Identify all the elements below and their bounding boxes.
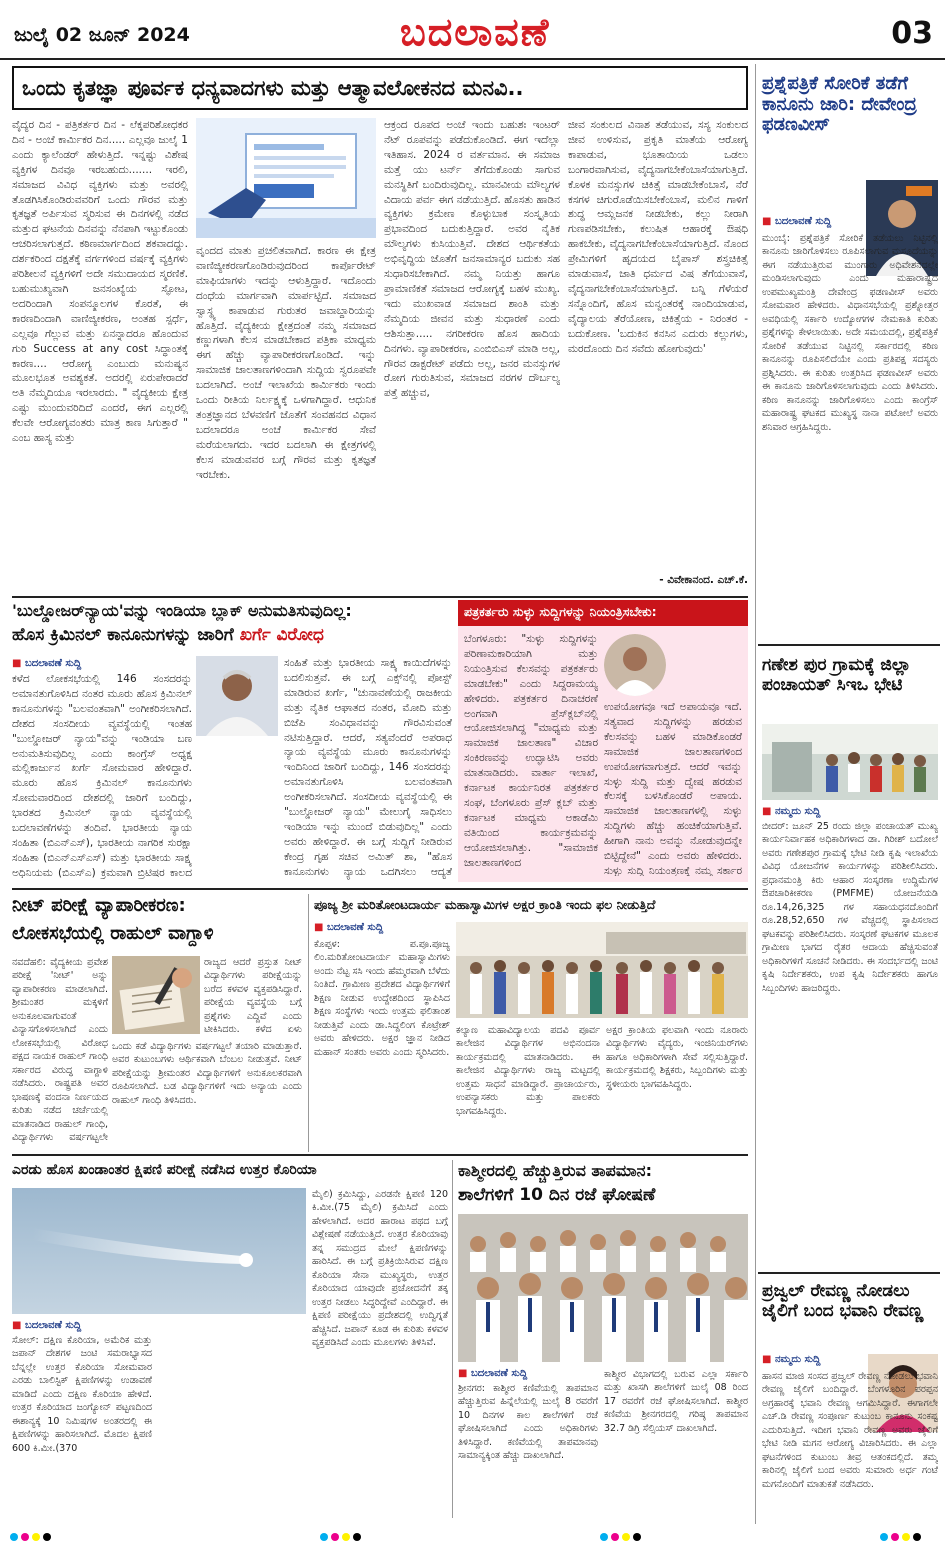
kharge-headline-line1: 'ಬುಲ್ಡೋಜರ್‌ನ್ಯಾಯ'ವನ್ನು ಇಂಡಿಯಾ ಬ್ಲಾಕ್ ಅನುಮತಿಸುವುದಿಲ್ಲ: <box>12 601 352 620</box>
sidebar-story3-byline: ■ ನಮ್ಮದು ಸುದ್ದಿ <box>762 1354 862 1365</box>
kharge-column-1: ಕಳೆದ ಲೋಕಸಭೆಯಲ್ಲಿ 146 ಸಂಸದರನ್ನು ಅಮಾನತುಗೊಳಿಸಿದ ನಂತರ ಮೂರು ಹೊಸ ಕ್ರಿಮಿನಲ್ ಕಾನೂನುಗಳನ್ನು "ಬಲವಂತವಾಗಿ" ಅಂಗೀಕರಿಸಲಾಗಿದೆ. ದೇಶದ ಸಂಸದೀಯ ವ್ಯವಸ್ಥೆಯಲ್ಲಿ ಇಂತಹ "ಬುಲ್ಡೋಜರ್ ನ್ಯಾಯ"ವನ್ನು ಇಂಡಿಯಾ ಬಣ ಅನುಮತಿಸುವುದಿಲ್ಲ ಎಂದು ಕಾಂಗ್ರೆಸ್ ಅಧ್ಯಕ್ಷ ಮಲ್ಲಿಕಾರ್ಜುನ ಖರ್ಗೆ ಸೋಮವಾರ ಹೇಳಿದ್ದಾರೆ. ಮೂರು ಹೊಸ ಕ್ರಿಮಿನಲ್ ಕಾನೂನುಗಳು ಸೋಮವಾರದಿಂದ ದೇಶದಲ್ಲಿ ಜಾರಿಗೆ ಬಂದಿದ್ದು, ಭಾರತದ ಕ್ರಿಮಿನಲ್ ನ್ಯಾಯ ವ್ಯವಸ್ಥೆಯಲ್ಲಿ ಬದಲಾವಣೆಗಳನ್ನು ತಂದಿವೆ. ಭಾರತೀಯ ನ್ಯಾಯ ಸಂಹಿತಾ (ಬಿಎನ್‌ಎಸ್), ಭಾರತೀಯ ನಾಗರಿಕ ಸುರಕ್ಷಾ ಸಂಹಿತಾ (ಬಿಎನ್‌ಎಸ್‌ಎಸ್) ಮತ್ತು ಭಾರತೀಯ ಸಾಕ್ಷ್ಯ ಅಧಿನಿಯಮ (ಬಿಎಸ್‌ಎ) ಕ್ರಮವಾಗಿ ಬ್ರಿಟಿಷರ ಕಾಲದ <box>12 673 192 879</box>
magenta-dot <box>331 1533 339 1541</box>
sidebar-story1-byline: ■ ಬದಲಾವಣೆ ಸುದ್ದಿ <box>762 216 872 227</box>
neet-headline-line1: ನೀಟ್ ಪರೀಕ್ಷೆ ವ್ಯಾಪಾರೀಕರಣ: <box>12 895 186 916</box>
color-dots-mid <box>320 1526 364 1542</box>
kharge-photo <box>196 656 278 736</box>
lead-headline: ಒಂದು ಕೃತಜ್ಞಾ ಪೂರ್ವಕ ಧನ್ಯವಾದಗಳು ಮತ್ತು ಆತ್ಮಾವಲೋಕನದ ಮನವಿ.. <box>12 66 748 110</box>
korea-headline: ಎರಡು ಹೊಸ ಖಂಡಾಂತರ ಕ್ಷಿಪಣಿ ಪರೀಕ್ಷೆ ನಡೆಸಿದ ಉತ್ತರ ಕೊರಿಯಾ <box>12 1162 317 1178</box>
black-dot <box>353 1533 361 1541</box>
kharge-column-2: ಸಂಹಿತೆ ಮತ್ತು ಭಾರತೀಯ ಸಾಕ್ಷ್ಯ ಕಾಯಿದೆಗಳನ್ನು ಬದಲಿಸುತ್ತವೆ. ಈ ಬಗ್ಗೆ ಎಕ್ಸ್‌ನಲ್ಲಿ ಪೋಸ್ಟ್ ಮಾಡಿರುವ ಖರ್ಗೆ, "ಚುನಾವಣೆಯಲ್ಲಿ ರಾಜಕೀಯ ಮತ್ತು ನೈತಿಕ ಆಘಾತದ ನಂತರ, ಮೋದಿ ಮತ್ತು ಬಿಜೆಪಿ ಸಂವಿಧಾನವನ್ನು ಗೌರವಿಸುವಂತೆ ನಟಿಸುತ್ತಿದ್ದಾರೆ. ಆದರೆ, ಸತ್ಯವೆಂದರೆ ಅಪರಾಧ ನ್ಯಾಯ ವ್ಯವಸ್ಥೆಯ ಮೂರು ಕಾನೂನುಗಳನ್ನು ಇಂದಿನಿಂದ ಜಾರಿಗೆ ಬಂದಿದ್ದು, 146 ಸಂಸದರನ್ನು ಅಮಾನತುಗೊಳಿಸಿ ಬಲವಂತವಾಗಿ ಅಂಗೀಕರಿಸಲಾಗಿದೆ. ಸಂಸದೀಯ ವ್ಯವಸ್ಥೆಯಲ್ಲಿ ಈ "ಬುಲ್ಡೋಜರ್ ನ್ಯಾಯ" ಮೇಲುಗೈ ಸಾಧಿಸಲು ಇಂಡಿಯಾ ಇನ್ನು ಮುಂದೆ ಬಿಡುವುದಿಲ್ಲ" ಎಂದು ಅವರು ಹೇಳಿದ್ದಾರೆ. ಈ ಬಗ್ಗೆ ಸುದ್ದಿಗೆ ನೀಡಿರುವ ಕೇಂದ್ರ ಗೃಹ ಸಚಿವ ಅಮಿತ್ ಶಾ, "ಹೊಸ ಕಾನೂನುಗಳು ನ್ಯಾಯ ಒದಗಿಸಲು ಆದ್ಯತೆ <box>284 657 452 878</box>
section-divider-2 <box>12 888 748 890</box>
magenta-dot <box>611 1533 619 1541</box>
lead-author: - ವಿವೇಕಾನಂದ. ಎಚ್.ಕೆ. <box>659 574 748 586</box>
swamiji-event-photo <box>456 922 748 1018</box>
ceo-visit-photo <box>762 724 938 800</box>
kashmir-byline: ■ ಬದಲಾವಣೆ ಸುದ್ದಿ <box>458 1368 618 1379</box>
lead-illustration <box>196 118 376 238</box>
section-divider <box>12 596 748 598</box>
sidebar-story3-headline: ಪ್ರಜ್ವಲ್ ರೇವಣ್ಣ ನೋಡಲು ಜೈಲಿಗೆ ಬಂದ ಭವಾನಿ ರೇವಣ್ಣ <box>762 1281 924 1321</box>
yellow-dot <box>622 1533 630 1541</box>
sidebar <box>755 64 941 1524</box>
fake-news-column-2: ಉಪಯೋಗವೂ ಇದೆ ಅಪಾಯವೂ ಇದೆ. ಸತ್ಯವಾದ ಸುದ್ದಿಗಳನ್ನು ಹರಡುವ ಕೆಲಸವನ್ನು ಬಹಳ ಮಾಡಿಕೊಂಡರೆ ಸಾಮಾಜಿಕ ಜಾಲತಾಣಗಳಿಂದ ಉಪಯೋಗವಾಗುತ್ತದೆ. ಆದರೆ ಇವನ್ನು ಸುಳ್ಳು ಸುದ್ದಿ ಮತ್ತು ದ್ವೇಷ ಹರಡುವ ಕೆಲಸಕ್ಕೆ ಬಳಸಿಕೊಂಡರೆ ಅಪಾಯ. ಸಾಮಾಜಿಕ ಜಾಲತಾಣಗಳಲ್ಲಿ ಸುಳ್ಳು ಸುದ್ದಿಗಳು ಹೆಚ್ಚು ಹಂಚಿಕೆಯಾಗುತ್ತಿವೆ. ಹೀಗಾಗಿ ನಾನು ಅವನ್ನು ನೋಡುವುದನ್ನೇ ಬಿಟ್ಟಿದ್ದೇನೆ" ಎಂದು ಅವರು ಹೇಳಿದರು. ಸುಳ್ಳು ಸುದ್ದಿ ನಿಯಂತ್ರಣಕ್ಕೆ ನಮ್ಮ ಸರ್ಕಾರ <box>604 701 742 876</box>
neet-body-top: ನವದೆಹಲಿ: ವೈದ್ಯಕೀಯ ಪ್ರವೇಶ ಪರೀಕ್ಷೆ 'ನೀಟ್' ಅನ್ನು ವ್ಯಾಪಾರೀಕರಣ ಮಾಡಲಾಗಿದೆ. ಶ್ರೀಮಂತರ ಮಕ್ಕಳಿಗೆ ಅನುಕೂಲವಾಗುವಂತೆ ವಿನ್ಯಾಸಗೊಳಿಸಲಾಗಿದೆ ಎಂದು ಲೋಕಸಭೆಯಲ್ಲಿ ವಿರೋಧ ಪಕ್ಷದ ನಾಯಕ ರಾಹುಲ್ ಗಾಂಧಿ ಸರ್ಕಾರದ ವಿರುದ್ಧ ವಾಗ್ದಾಳಿ ನಡೆಸಿದರು. ರಾಷ್ಟ್ರಪತಿ ಅವರ ಭಾಷಣಕ್ಕೆ ವಂದನಾ ನಿರ್ಣಯದ ಕುರಿತು ನಡೆದ ಚರ್ಚೆಯಲ್ಲಿ ಮಾತನಾಡಿದ ರಾಹುಲ್ ಗಾಂಧಿ, ವಿದ್ಯಾರ್ಥಿಗಳು ವರ್ಷಗಟ್ಟಲೇ <box>12 957 108 1144</box>
page-number: 03 <box>891 16 933 51</box>
masthead <box>0 0 945 60</box>
swamiji-byline: ■ ಬದಲಾವಣೆ ಸುದ್ದಿ <box>314 922 444 933</box>
lead-column-3: ಆಕ್ರಂದ ರೂಪದ ಅಂಚೆ ಇಂದು ಬಹುಶಃ ಇಂಟರ್ ನೆಟ್ ರೂಪವನ್ನು ಪಡೆದುಕೊಂಡಿದೆ. ಈಗ ಇದೆಲ್ಲಾ ಇತಿಹಾಸ. 2024 ರ ವರ್ತಮಾನ. ಈ ಸಮಾಜ ಮತ್ತೆ ಯು ಟರ್ನ್ ತೆಗೆದುಕೊಂಡು ಸಾಗುವ ಮನಸ್ಥಿತಿಗೆ ಬಂದಿರುವುದಿಲ್ಲ. ಮಾನವೀಯ ಮೌಲ್ಯಗಳ ವಿದಾಯ ಪರ್ವ ಈಗ ನಡೆಯುತ್ತಿದೆ. ಹೊಸತು ಹಾಡಿನ ವ್ಯಕ್ತಿಗಳು ಕ್ರಮೇಣ ಕೊಳ್ಳುಬಾಕ ಸಂಸ್ಕೃತಿಯ ಪ್ರಭಾವದಿಂದ ಬದುಕುತ್ತಿದ್ದಾರೆ. ಅವರ ನೈತಿಕ ಮೌಲ್ಯಗಳು ಕುಸಿಯುತ್ತಿವೆ. ದೇಶದ ಆರ್ಥಿಕತೆಯ ಅಭಿವೃದ್ಧಿಯ ಜೊತೆಗೆ ಜನಸಾಮಾನ್ಯರ ಬದುಕು ಸಹ ಸುಧಾರಿಸಬೇಕಾಗಿದೆ. ನಮ್ಮ ನಿಯತ್ತು ಹಾಗೂ ಪ್ರಾಮಾಣಿಕತೆ ಸಮಾಜದ ಆರೋಗ್ಯಕ್ಕೆ ಬಹಳ ಮುಖ್ಯ. ಇದು ಮುಖವಾಡ ಸಮಾಜದ ಶಾಂತಿ ಮತ್ತು ನೆಮ್ಮದಿಯ ಜೀವನ ಮತ್ತು ಸುಧಾರಣೆ ಎಂದು ಆಶಿಸುತ್ತಾ..... ನಗರೀಕರಣ ಹೊಸ ಹಾದಿಯ ದಿನಗಳು. ವ್ಯಾಪಾರೀಕರಣ, ಎಂಬಿಬಿಎಸ್ ಮಾಡಿ ಅಲ್ಲ, ಗೌರವ ಡಾಕ್ಟರೇಟ್ ಪಡೆದು ಅಲ್ಲ, ಜನರ ಮನಸ್ಸುಗಳ ರೋಗ ಗುರುತಿಸುವ, ಸಮಾಜದ ನರಗಳ ದೌರ್ಬಲ್ಯ ಪತ್ತೆ ಹಚ್ಚುವ, <box>384 119 560 400</box>
black-dot <box>633 1533 641 1541</box>
yellow-dot <box>32 1533 40 1541</box>
neet-body-right: ರಾಜ್ಯದ ಆದರೆ ಪ್ರಸ್ತುತ ನೀಟ್ ವಿದ್ಯಾರ್ಥಿಗಳು ಪರೀಕ್ಷೆಯನ್ನು ಬರೆದ ಕಳವಳ ವ್ಯಕ್ತಪಡಿಸಿದ್ದಾರೆ. ಪರೀಕ್ಷೆಯ ವ್ಯವಸ್ಥೆಯ ಬಗ್ಗೆ ಪ್ರಶ್ನೆಗಳು ಎದ್ದಿವೆ ಎಂದು ಟೀಕಿಸಿದರು. ಕಳೆದ ಏಳು <box>204 957 302 1036</box>
kashmir-column-2: ಕಾಶ್ಮೀರ ವಿಭಾಗದಲ್ಲಿ ಬರುವ ಎಲ್ಲಾ ಸರ್ಕಾರಿ ಮತ್ತು ಖಾಸಗಿ ಶಾಲೆಗಳಿಗೆ ಜುಲೈ 08 ರಿಂದ 17 ರವರೆಗೆ ರಜೆ ಘೋಷಿಸಲಾಗಿದೆ. ಕಾಶ್ಮೀರ ಕಣಿವೆಯ ಶ್ರೀನಗರದಲ್ಲಿ ಗರಿಷ್ಠ ತಾಪಮಾನ 32.7 ಡಿಗ್ರಿ ಸೆಲ್ಸಿಯಸ್ ದಾಖಲಾಗಿದೆ. <box>604 1369 748 1434</box>
section-divider-3 <box>12 1154 748 1156</box>
sidebar-story1-headline: ಪ್ರಶ್ನೆಪತ್ರಿಕೆ ಸೋರಿಕೆ ತಡೆಗೆ ಕಾನೂನು ಜಾರಿ: ದೇವೇಂದ್ರ ಫಡಣವೀಸ್ <box>762 73 917 136</box>
school-children-photo <box>458 1214 748 1362</box>
kashmir-headline-line2: ಶಾಲೆಗಳಿಗೆ 10 ದಿನ ರಜೆ ಘೋಷಣೆ <box>458 1185 656 1205</box>
footer-registration-bar <box>0 1520 945 1542</box>
cyan-dot <box>320 1533 328 1541</box>
sidebar-story2-byline: ■ ನಮ್ಮದು ಸುದ್ದಿ <box>762 806 938 817</box>
column-rule <box>308 894 309 1152</box>
lead-column-2: ವೃಂದದ ಮಾತು ಪ್ರಚಲಿತವಾಗಿದೆ. ಕಾರಣ ಈ ಕ್ಷೇತ್ರ ವಾಣಿಜ್ಯೀಕರಣಗೊಂಡಿರುವುದರಿಂದ ಕಾರ್ಪೊರೇಟ್ ಮಾಫಿಯಾಗಳು ಇದನ್ನು ಆಳುತ್ತಿದ್ದಾರೆ. ಇದೊಂದು ದಂಧೆಯ ಮಾರ್ಗವಾಗಿ ಮಾರ್ಪಟ್ಟಿದೆ. ಸಮಾಜದ ಸ್ವಾಸ್ಥ್ಯ ಕಾಪಾಡುವ ಗುರುತರ ಜವಾಬ್ದಾರಿಯನ್ನು ಹೊತ್ತಿದೆ. ವೈದ್ಯಕೀಯ ಕ್ಷೇತ್ರದಂತೆ ನಮ್ಮ ಸಮಾಜದ ಕಣ್ಣುಗಳಾಗಿ ಕೆಲಸ ಮಾಡಬೇಕಾದ ಪತ್ರಿಕಾ ಮಾಧ್ಯಮ ಈಗ ಹೆಚ್ಚು ವ್ಯಾಪಾರೀಕರಣಗೊಂಡಿದೆ. ಇನ್ನು ಸಾಮಾಜಿಕ ಜಾಲತಾಣಗಳಿಂದಾಗಿ ಸುದ್ದಿಯ ಸ್ವರೂಪವೇ ಬದಲಾಗಿದೆ. ಅಂಚೆ ಇಲಾಖೆಯ ಕಾರ್ಮಿಕರು ಇಂದು ಒಂದು ರೀತಿಯ ನಿರ್ಲಕ್ಷ್ಯಕ್ಕೆ ಒಳಗಾಗಿದ್ದಾರೆ. ಆಧುನಿಕ ತಂತ್ರಜ್ಞಾನದ ಬೆಳವಣಿಗೆ ಜೊತೆಗೆ ಸಂವಹನದ ವಿಧಾನ ಬದಲಾದರೂ ಅಂಚೆ ಕಾರ್ಮಿಕರ ಸೇವೆ ಮರೆಯಲಾಗದು. ಇದರ ಬದಲಾಗಿ ಈ ಕ್ಷೇತ್ರಗಳಲ್ಲಿ ಕೆಲಸ ಮಾಡುವವರ ಬಗ್ಗೆ ಗೌರವ ಮತ್ತು ಕೃತಜ್ಞತೆ ಇರಬೇಕು. <box>196 245 376 481</box>
yellow-dot <box>902 1533 910 1541</box>
school-children-icon <box>458 1214 748 1362</box>
swamiji-column-1: ಕೊಪ್ಪಳ: ಪ.ಪೂ.ಪೂಜ್ಯ ಲಿಂ.ಮರಿತೋಂಟದಾರ್ಯ ಮಹಾಸ್ವಾಮಿಗಳು ಅಂದು ನೆಟ್ಟ ಸಸಿ ಇಂದು ಹೆಮ್ಮರವಾಗಿ ಬೆಳೆದು ನಿಂತಿದೆ. ಗ್ರಾಮೀಣ ಪ್ರದೇಶದ ವಿದ್ಯಾರ್ಥಿಗಳಿಗೆ ಶಿಕ್ಷಣ ನೀಡುವ ಉದ್ದೇಶದಿಂದ ಸ್ಥಾಪಿಸಿದ ಶಿಕ್ಷಣ ಸಂಸ್ಥೆಗಳು ಇಂದು ಉತ್ತಮ ಫಲಿತಾಂಶ ನೀಡುತ್ತಿವೆ ಎಂದು ಡಾ.ಸಿದ್ದಲಿಂಗ ಕೊಟ್ರೇಶ್ ಅವರು ಹೇಳಿದರು. ಅಕ್ಷರ ಜ್ಞಾನ ನೀಡಿದ ಮಹಾನ್ ಸಂತರು ಅವರು ಎಂದು ಸ್ಮರಿಸಿದರು. <box>314 939 450 1058</box>
issue-date: ಜುಲೈ 02 ಜೂನ್ 2024 <box>14 24 190 46</box>
sidebar-story1-body: ಮುಂಬೈ: ಪ್ರಶ್ನೆಪತ್ರಿಕೆ ಸೋರಿಕೆ ತಡೆಯಲು ನಿಟ್ಟಿನಲ್ಲಿ ಕಾನೂನು ಜಾರಿಗೊಳಿಸಲು ರೂಪಿಸಲಾಗುವ ಮಸೂದೆಯನ್ನು ಈಗ ನಡೆಯುತ್ತಿರುವ ಮುಂಗಾರು ಅಧಿವೇಶನದಲ್ಲೇ ಮಂಡಿಸಲಾಗುವುದು ಎಂದು ಮಹಾರಾಷ್ಟ್ರದ ಉಪಮುಖ್ಯಮಂತ್ರಿ ದೇವೇಂದ್ರ ಫಡಣವೀಸ್ ಅವರು ಸೋಮವಾರ ಹೇಳಿದರು. ವಿಧಾನಸಭೆಯಲ್ಲಿ ಪ್ರಶ್ನೋತ್ತರ ಅವಧಿಯಲ್ಲಿ ಸರ್ಕಾರಿ ಉದ್ಯೋಗಗಳ ನೇಮಕಾತಿ ಕುರಿತು ಪ್ರಶ್ನೆಗಳನ್ನು ಕೇಳಲಾಯಿತು. ಅದೇ ಸಮಯದಲ್ಲಿ, ಪ್ರಶ್ನೆಪತ್ರಿಕೆ ಸೋರಿಕೆ ತಡೆಯುವ ನಿಟ್ಟಿನಲ್ಲಿ ಸರ್ಕಾರದಲ್ಲಿ ಕಠಿಣ ಕಾನೂನನ್ನು ರೂಪಿಸಲಿದೆಯೇ ಎಂದು ಪ್ರತಿಪಕ್ಷ ಸದಸ್ಯರು ಪ್ರಶ್ನಿಸಿದರು. ಈ ಕುರಿತು ಉತ್ತರಿಸಿದ ಫಡಣವೀಸ್ ಅವರು ಈ ಕಾನೂನು ಜಾರಿಗೊಳಿಸಲಾಗುವುದು ಎಂದು ತಿಳಿಸಿದರು. ಕಠಿಣ ಕಾನೂನನ್ನು ಜಾರಿಗೊಳಿಸಲು ಎಂದು ಕಾಂಗ್ರೆಸ್ ಮಹಾರಾಷ್ಟ್ರ ಘಟಕದ ಮುಖ್ಯಸ್ಥ ನಾನಾ ಪಟೋಲೆ ಅವರು ಶನಿವಾರ ಆಗ್ರಹಿಸಿದ್ದರು. <box>762 233 938 433</box>
sidebar-divider-2 <box>758 1272 940 1274</box>
neet-headline-line2: ಲೋಕಸಭೆಯಲ್ಲಿ ರಾಹುಲ್ ವಾಗ್ದಾಳಿ <box>12 923 214 944</box>
sidebar-divider <box>758 644 940 646</box>
magenta-dot <box>891 1533 899 1541</box>
black-dot <box>43 1533 51 1541</box>
group-photo-icon <box>456 922 748 1018</box>
color-dots-left <box>10 1526 54 1542</box>
lead-column-4: ಜೀವ ಸಂಕುಲದ ವಿನಾಶ ತಡೆಯುವ, ಸಸ್ಯ ಸಂಕುಲದ ಜೀವ ಉಳಿಸುವ, ಪ್ರಕೃತಿ ಮಾತೆಯ ಆರೋಗ್ಯ ಕಾಪಾಡುವ, ಭೂತಾಯಿಯ ಒಡಲು ಬಂಗಾರವಾಗಿಸುವ, ವೈದ್ಯನಾಗಬೇಕೆಂಬಾಸೆಯಾಗುತ್ತಿದೆ. ಕೊಳಕ ಮನಸ್ಸುಗಳ ಚಿಕಿತ್ಸೆ ಮಾಡಬೇಕೆಂಬಾಸೆ, ನೆರೆ ಕಸಗಳ ಚಿಗುರೊಡೆಯಿಸಬೇಕೆಂಬಾಸೆ, ಮಲಿನ ಗಾಳಿಗೆ ಶುದ್ಧ ಆಮ್ಲಜನಕ ನೀಡಬೇಕು, ಕಲ್ಲು ನೀರಾಗಿ ಗುಣಪಡಿಸಬೇಕು, ಕಲುಷಿತ ಆಹಾರಕ್ಕೆ ಔಷಧಿ ಹಾಕಬೇಕು, ವೈದ್ಯನಾಗಬೇಕೆಂಬಾಸೆಯಾಗುತ್ತಿದೆ. ನೊಂದ ಪ್ರೇಮಿಗಳಿಗೆ ಹೃದಯದ ಬೈಪಾಸ್ ಶಸ್ತ್ರಚಿಕಿತ್ಸೆ ಮಾಡುವಾಸೆ, ಜಾತಿ ಧರ್ಮದ ವಿಷ ತೆಗೆಯುವಾಸೆ, ವೈದ್ಯನಾಗಬೇಕೆಂಬಾಸೆಯಾಗುತ್ತಿದೆ. ಬನ್ನಿ ಗೆಳೆಯರೆ ಸನ್ನೊಂದಿಗೆ, ಹೊಸ ಮನ್ವಂತರಕ್ಕೆ ನಾಂದಿಯಾಡುವ, ವೈದ್ಯಾಲಯ ತೆರೆಯೋಣ, ಚಿಕಿತ್ಸೆಯ - ನಿರಂತರ - ಬದುಕೋಣ. 'ಬದುಕಿನ ಕನಸಿನ ಎದುರು ಕಲ್ಲುಗಳು, ಮರದೊಂದು ದಿನ ಸವೆದು ಹೋಗುವುದು' <box>568 119 748 355</box>
cyan-dot <box>600 1533 608 1541</box>
neet-body-bottom: ಒಂದು ಕಡೆ ವಿದ್ಯಾರ್ಥಿಗಳು ವರ್ಷಗಟ್ಟಲೆ ತಯಾರಿ ಮಾಡುತ್ತಾರೆ. ಅವರ ಕುಟುಂಬಗಳು ಆರ್ಥಿಕವಾಗಿ ಬೆಂಬಲ ನೀಡುತ್ತವೆ. ನೀಟ್ ಪರೀಕ್ಷೆಯನ್ನು ಶ್ರೀಮಂತರ ವಿದ್ಯಾರ್ಥಿಗಳಿಗೆ ಅನುಕೂಲಕರವಾಗಿ ರೂಪಿಸಲಾಗಿದೆ. ಬಡ ವಿದ್ಯಾರ್ಥಿಗಳಿಗೆ ಇದು ಅನ್ಯಾಯ ಎಂದು ರಾಹುಲ್ ಗಾಂಧಿ ತಿಳಿಸಿದರು. <box>112 1041 302 1106</box>
fake-news-box <box>458 600 748 882</box>
column-rule-2 <box>452 1160 453 1518</box>
lead-column-1: ವೈದ್ಯರ ದಿನ - ಪತ್ರಿಕರ್ತರ ದಿನ - ಲೆಕ್ಕಪರಿಶೋಧಕರ ದಿನ - ಅಂಚೆ ಕಾರ್ಮಿಕರ ದಿನ..... ಎಲ್ಲವೂ ಜುಲೈ 1 ಎಂದು ಕ್ಯಾಲೆಂಡರ್ ಹೇಳುತ್ತಿದೆ. ಇನ್ನಷ್ಟು ವಿಶೇಷ ವ್ಯಕ್ತಿಗಳ ದಿನವೂ ಇರಬಹುದು....... ಇರಲಿ, ಸಮಾಜದ ವಿವಿಧ ವ್ಯಕ್ತಿಗಳು ಮತ್ತು ಅವರಲ್ಲಿ ತೊಡಗಿಸಿಕೊಂಡಿರುವವರಿಗೆ ಒಂದು ಗೌರವ ಮತ್ತು ಕೃತಜ್ಞತೆ ಅರ್ಪಿಸುವ ಸ್ಮರಿಸುವ ಈ ದಿನಗಳಲ್ಲಿ ನಡೆದ ಮತ್ತುದ ಘಟನೆಯ ದಿನವನ್ನು ನೆನಪಾಗಿ ಇಟ್ಟುಕೊಂಡು ಆಚರಿಸಲಾಗುತ್ತದೆ. ಕಠಿಣಮಾರ್ಗದಿಂದ ಶಕವಾದದ್ದು. ದರ್ಶಕರಿಂದ ದಕ್ಷತೆಕ್ಕೆ ವರ್ಗಗಳಿಂದ ವರ್ಷಕ್ಕೆ ವ್ಯಕ್ತಿಗಳು ಪರಿಶೀಲನೆ ವ್ಯಕ್ತಿಗಳಿಗೆ ಅದೇ ಸಮುದಾಯದ ಸ್ಮರಣಿಕೆ. ಬಹುಮುಖ್ಯವಾಗಿ ಜನಸಂಖ್ಯೆಯ ಸ್ಫೋಟ, ಅದರಿಂದಾಗಿ ಸಂಪನ್ಮೂಲಗಳ ಕೊರತೆ, ಈ ಕಾರಣದಿಂದಾಗಿ ವಾಣಿಜ್ಯೀಕರಣ, ಅಂತಹ ಸ್ಪರ್ಧೆ, ಎಲ್ಲವೂ ಗೆಲ್ಲುವ ಮತ್ತು ಏನನ್ನಾದರೂ ಹೊಂದುವ ಗುರಿ Success at any cost ಸಿದ್ಧಾಂತಕ್ಕೆ ಕಾರಣ.... ಆರೋಗ್ಯ ಎಂಬುದು ಮನುಷ್ಯನ ಮೂಲಭೂತ ಅವಶ್ಯಕತೆ. ಅದರಲ್ಲಿ ಏರುಪೇರಾದರೆ ಅತಿ ನೆಮ್ಮದಿಯೂ ಇರಲಾರದು. " ವೈದ್ಯಕೀಯ ಕ್ಷೇತ್ರ ಎಷ್ಟು ಮುಂದುವರಿದಿದೆ ಎಂದರೆ, ಈಗ ಎಲ್ಲರಲ್ಲಿ ಕೆಲವೇ ಆರೋಗ್ಯವಂತರು ಮಾತ್ರ ಕಾಣ ಸಿಗುತ್ತಾರೆ " ಎಂಬ ಹಾಸ್ಯ ಮತ್ತು <box>12 119 188 445</box>
kashmir-column-1: ಶ್ರೀನಗರ: ಕಾಶ್ಮೀರ ಕಣಿವೆಯಲ್ಲಿ ತಾಪಮಾನ ಹೆಚ್ಚುತ್ತಿರುವ ಹಿನ್ನೆಲೆಯಲ್ಲಿ ಜುಲೈ 8 ರವರೆಗೆ 10 ದಿನಗಳ ಕಾಲ ಶಾಲೆಗಳಿಗೆ ರಜೆ ಘೋಷಿಸಲಾಗಿದೆ ಎಂದು ಅಧಿಕಾರಿಗಳು ತಿಳಿಸಿದ್ದಾರೆ. ಕಣಿವೆಯಲ್ಲಿ ತಾಪಮಾನವು ಸಾಮಾನ್ಯಕ್ಕಿಂತ ಹೆಚ್ಚು ದಾಖಲಾಗಿದೆ. <box>458 1383 598 1462</box>
kharge-byline: ■ ಬದಲಾವಣೆ ಸುದ್ದಿ <box>12 658 192 669</box>
yellow-dot <box>342 1533 350 1541</box>
magenta-dot <box>21 1533 29 1541</box>
exam-photo <box>112 956 200 1034</box>
korea-column-2: ಮೈಲಿ) ಕ್ರಮಿಸಿದ್ದು, ಎರಡನೇ ಕ್ಷಿಪಣಿ 120 ಕಿ.ಮೀ.(75 ಮೈಲಿ) ಕ್ರಮಿಸಿದೆ ಎಂದು ಹೇಳಲಾಗಿದೆ. ಅದರ ಹಾರಾಟ ಪಥದ ಬಗ್ಗೆ ವಿಶ್ಲೇಷಣೆ ನಡೆಯುತ್ತಿದೆ. ಉತ್ತರ ಕೊರಿಯಾವು ತನ್ನ ಸಮುದ್ರದ ಮೇಲೆ ಕ್ಷಿಪಣಿಗಳನ್ನು ಹಾರಿಸಿದೆ. ಈ ಬಗ್ಗೆ ಪ್ರತಿಕ್ರಿಯಿಸಿರುವ ದಕ್ಷಿಣ ಕೊರಿಯಾ ಸೇನಾ ಮುಖ್ಯಸ್ಥರು, ಉತ್ತರ ಕೊರಿಯಾದ ಯಾವುದೇ ಪ್ರಚೋದನೆಗೆ ತಕ್ಕ ಉತ್ತರ ನೀಡಲು ಸಿದ್ಧರಿದ್ದೇವೆ ಎಂದಿದ್ದಾರೆ. ಈ ಕ್ಷಿಪಣಿ ಪರೀಕ್ಷೆಯು ಪ್ರದೇಶದಲ್ಲಿ ಉದ್ವಿಗ್ನತೆ ಹೆಚ್ಚಿಸಿದೆ. ಜಪಾನ್ ಕೂಡ ಈ ಕುರಿತು ಕಳವಳ ವ್ಯಕ್ತಪಡಿಸಿದೆ ಎಂದು ಮೂಲಗಳು ತಿಳಿಸಿವೆ. <box>312 1189 448 1349</box>
fake-news-headline: ಪತ್ರಕರ್ತರು ಸುಳ್ಳು ಸುದ್ದಿಗಳನ್ನು ನಿಯಂತ್ರಿಸಬೇಕು: <box>458 600 748 626</box>
korea-column-1: ಸೋಲ್: ದಕ್ಷಿಣ ಕೊರಿಯಾ, ಅಮೆರಿಕ ಮತ್ತು ಜಪಾನ್ ದೇಶಗಳ ಜಂಟಿ ಸಮರಾಭ್ಯಾಸದ ಬೆನ್ನಲ್ಲೇ ಉತ್ತರ ಕೊರಿಯಾ ಸೋಮವಾರ ಎರಡು ಬಾಲಿಸ್ಟಿಕ್ ಕ್ಷಿಪಣಿಗಳನ್ನು ಉಡಾವಣೆ ಮಾಡಿದೆ ಎಂದು ದಕ್ಷಿಣ ಕೊರಿಯಾ ಹೇಳಿದೆ. ಉತ್ತರ ಕೊರಿಯಾದ ಜಂಗ್ಯೋನ್ ಪಟ್ಟಣದಿಂದ ಈಶಾನ್ಯಕ್ಕೆ 10 ನಿಮಿಷಗಳ ಅಂತರದಲ್ಲಿ ಈ ಕ್ಷಿಪಣಿಗಳನ್ನು ಹಾರಿಸಲಾಗಿದೆ. ಮೊದಲ ಕ್ಷಿಪಣಿ 600 ಕಿ.ಮೀ.(370 <box>12 1335 152 1454</box>
sidebar-story2-headline: ಗಣೇಶ ಪುರ ಗ್ರಾಮಕ್ಕೆ ಜಿಲ್ಲಾ ಪಂಚಾಯತ್ ಸಿಇಒ ಭೇಟಿ <box>762 655 911 695</box>
newspaper-logo: ಬದಲಾವಣೆ <box>400 10 551 54</box>
fake-news-column-1: ಬೆಂಗಳೂರು: "ಸುಳ್ಳು ಸುದ್ದಿಗಳನ್ನು ಪರಿಣಾಮಕಾರಿಯಾಗಿ ಮತ್ತು ನಿಯಂತ್ರಿಸುವ ಕೆಲಸವನ್ನು ಪತ್ರಕರ್ತರು ಮಾಡಬೇಕು" ಎಂದು ಸಿದ್ದರಾಮಯ್ಯ ಹೇಳಿದರು. ಪತ್ರಕರ್ತರ ದಿನಾಚರಣೆ ಅಂಗವಾಗಿ ಪ್ರೆಸ್‌ಕ್ಲಬ್‌ನಲ್ಲಿ ಆಯೋಜಿಸಲಾಗಿದ್ದ "ಮಾಧ್ಯಮ ಮತ್ತು ಸಾಮಾಜಿಕ ಜಾಲತಾಣ" ವಿಚಾರ ಸಂಕಿರಣವನ್ನು ಉದ್ಘಾಟಿಸಿ ಅವರು ಮಾತನಾಡಿದರು. ವಾರ್ತಾ ಇಲಾಖೆ, ಕರ್ನಾಟಕ ಕಾರ್ಯನಿರತ ಪತ್ರಕರ್ತರ ಸಂಘ, ಬೆಂಗಳೂರು ಪ್ರೆಸ್ ಕ್ಲಬ್ ಮತ್ತು ಕರ್ನಾಟಕ ಮಾಧ್ಯಮ ಅಕಾಡೆಮಿ ವತಿಯಿಂದ ಕಾರ್ಯಕ್ರಮವನ್ನು ಆಯೋಜಿಸಲಾಗಿತ್ತು. "ಸಾಮಾಜಿಕ ಜಾಲತಾಣಗಳಿಂದ <box>464 633 598 869</box>
color-dots-right <box>600 1526 644 1542</box>
group-photo-icon <box>762 724 938 800</box>
sidebar-story2-body: ಬೀದರ್: ಜೂನ್ 25 ರಂದು ಜಿಲ್ಲಾ ಪಂಚಾಯತ್ ಮುಖ್ಯ ಕಾರ್ಯನಿರ್ವಾಹಕ ಅಧಿಕಾರಿಗಳಾದ ಡಾ. ಗಿರೀಶ್ ಬದೋಲೆ ಅವರು ಗಣೇಶಪುರ ಗ್ರಾಮಕ್ಕೆ ಭೇಟಿ ನೀಡಿ ಕೃಷಿ ಇಲಾಖೆಯ ವಿವಿಧ ಯೋಜನೆಗಳ ಕಾರ್ಯಗಳನ್ನು ಪರಿಶೀಲಿಸಿದರು. ಪ್ರಧಾನಮಂತ್ರಿ ಕಿರು ಆಹಾರ ಸಂಸ್ಕರಣಾ ಉದ್ದಿಮೆಗಳ ಔಪಚಾರಿಕೀಕರಣ (PMFME) ಯೋಜನೆಯಡಿ ರೂ.14,26,325 ಗಳ ಸಹಾಯಧನದೊಂದಿಗೆ ರೂ.28,52,650 ಗಳ ವೆಚ್ಚದಲ್ಲಿ ಸ್ಥಾಪಿಸಲಾದ ಘಟಕವನ್ನು ಪರಿಶೀಲಿಸಿದರು. ಸಂಸ್ಕರಣೆ ಘಟಕಗಳ ಮೂಲಕ ಗ್ರಾಮೀಣ ಭಾಗದ ರೈತರ ಆದಾಯ ಹೆಚ್ಚಿಸುವಂತೆ ಅಧಿಕಾರಿಗಳಿಗೆ ಸೂಚನೆ ನೀಡಿದರು. ಈ ಸಂದರ್ಭದಲ್ಲಿ ಜಂಟಿ ಕೃಷಿ ನಿರ್ದೇಶಕರು, ಉಪ ಕೃಷಿ ನಿರ್ದೇಶಕರು ಹಾಗೂ ಸಿಬ್ಬಂದಿಗಳು ಹಾಜರಿದ್ದರು. <box>762 821 938 994</box>
cyan-dot <box>880 1533 888 1541</box>
exam-writing-icon <box>112 956 200 1034</box>
color-dots-far-right <box>880 1526 924 1542</box>
kharge-headline-part1: ಹೊಸ ಕ್ರಿಮಿನಲ್ ಕಾನೂನುಗಳನ್ನು ಜಾರಿಗೆ <box>12 625 240 645</box>
laptop-illustration-icon <box>196 118 376 238</box>
korea-byline: ■ ಬದಲಾವಣೆ ಸುದ್ದಿ <box>12 1320 212 1331</box>
kashmir-headline-line1: ಕಾಶ್ಮೀರದಲ್ಲಿ ಹೆಚ್ಚುತ್ತಿರುವ ತಾಪಮಾನ: <box>458 1161 652 1180</box>
swamiji-column-3: ಅಕ್ಷರ ಕ್ರಾಂತಿಯ ಫಲವಾಗಿ ಇಂದು ನೂರಾರು ವಿದ್ಯಾರ್ಥಿಗಳು ವೈದ್ಯರು, ಇಂಜಿನಿಯರ್‌ಗಳು ಹಾಗೂ ಅಧಿಕಾರಿಗಳಾಗಿ ಸೇವೆ ಸಲ್ಲಿಸುತ್ತಿದ್ದಾರೆ. ಕಾರ್ಯಕ್ರಮದಲ್ಲಿ ಶಿಕ್ಷಕರು, ಸಿಬ್ಬಂದಿಗಳು ಮತ್ತು ಸ್ಥಳೀಯರು ಭಾಗವಹಿಸಿದ್ದರು. <box>606 1025 748 1090</box>
swamiji-column-2: ಕಲ್ಯಾಣ ಮಹಾವಿದ್ಯಾಲಯ ಪದವಿ ಪೂರ್ವ ಕಾಲೇಜಿನ ವಿದ್ಯಾರ್ಥಿಗಳ ಅಭಿನಂದನಾ ಕಾರ್ಯಕ್ರಮದಲ್ಲಿ ಮಾತನಾಡಿದರು. ಈ ಕಾಲೇಜಿನ ವಿದ್ಯಾರ್ಥಿಗಳು ರಾಜ್ಯ ಮಟ್ಟದಲ್ಲಿ ಉತ್ತಮ ಸಾಧನೆ ಮಾಡಿದ್ದಾರೆ. ಪ್ರಾಚಾರ್ಯರು, ಉಪನ್ಯಾಸಕರು ಮತ್ತು ಪಾಲಕರು ಭಾಗವಹಿಸಿದ್ದರು. <box>456 1025 600 1117</box>
person-photo-icon <box>196 656 278 736</box>
cyan-dot <box>10 1533 18 1541</box>
kharge-headline-part2: ಖರ್ಗೆ ವಿರೋಧ <box>239 625 324 645</box>
black-dot <box>913 1533 921 1541</box>
kharge-headline-line2 <box>12 626 452 646</box>
swamiji-headline: ಪೂಜ್ಯ ಶ್ರೀ ಮರಿತೋಂಟದಾರ್ಯ ಮಹಾಸ್ವಾಮಿಗಳ ಅಕ್ಷರ ಕ್ರಾಂತಿ ಇಂದು ಫಲ ನೀಡುತ್ತಿದೆ <box>314 897 656 912</box>
sidebar-story3-body: ಹಾಸನ ಮಾಜಿ ಸಂಸದ ಪ್ರಜ್ವಲ್ ರೇವಣ್ಣ ನೋಡಲು ಭವಾನಿ ರೇವಣ್ಣ ಜೈಲಿಗೆ ಬಂದಿದ್ದಾರೆ. ಬೆಂಗಳೂರಿನ ಪರಪ್ಪನ ಅಗ್ರಹಾರಕ್ಕೆ ಭವಾನಿ ರೇವಣ್ಣ ಆಗಮಿಸಿದ್ದಾರೆ. ಈಗಾಗಲೇ ಎಚ್.ಡಿ ರೇವಣ್ಣ ಸಂಪೂರ್ಣ ಕುಟುಂಬ ಕಾನೂನು ಸಂಕಷ್ಟ ಎದುರಿಸುತ್ತಿದೆ. ಇದೀಗ ಭವಾನಿ ರೇವಣ್ಣ ಅವರು ಜೈಲಿಗೆ ಭೇಟಿ ನೀಡಿ ಮಗನ ಆರೋಗ್ಯ ವಿಚಾರಿಸಿದರು. ಈ ಎಲ್ಲಾ ಘಟನೆಗಳಿಂದ ಕುಟುಂಬ ತೀವ್ರ ಆತಂಕದಲ್ಲಿದೆ. ತಮ್ಮ ಕಾರಿನಲ್ಲಿ ಜೈಲಿಗೆ ಬಂದ ಅವರು ಸುಮಾರು ಅರ್ಧ ಗಂಟೆ ಮಗನೊಂದಿಗೆ ಮಾತುಕತೆ ನಡೆಸಿದರು. <box>762 1371 938 1490</box>
